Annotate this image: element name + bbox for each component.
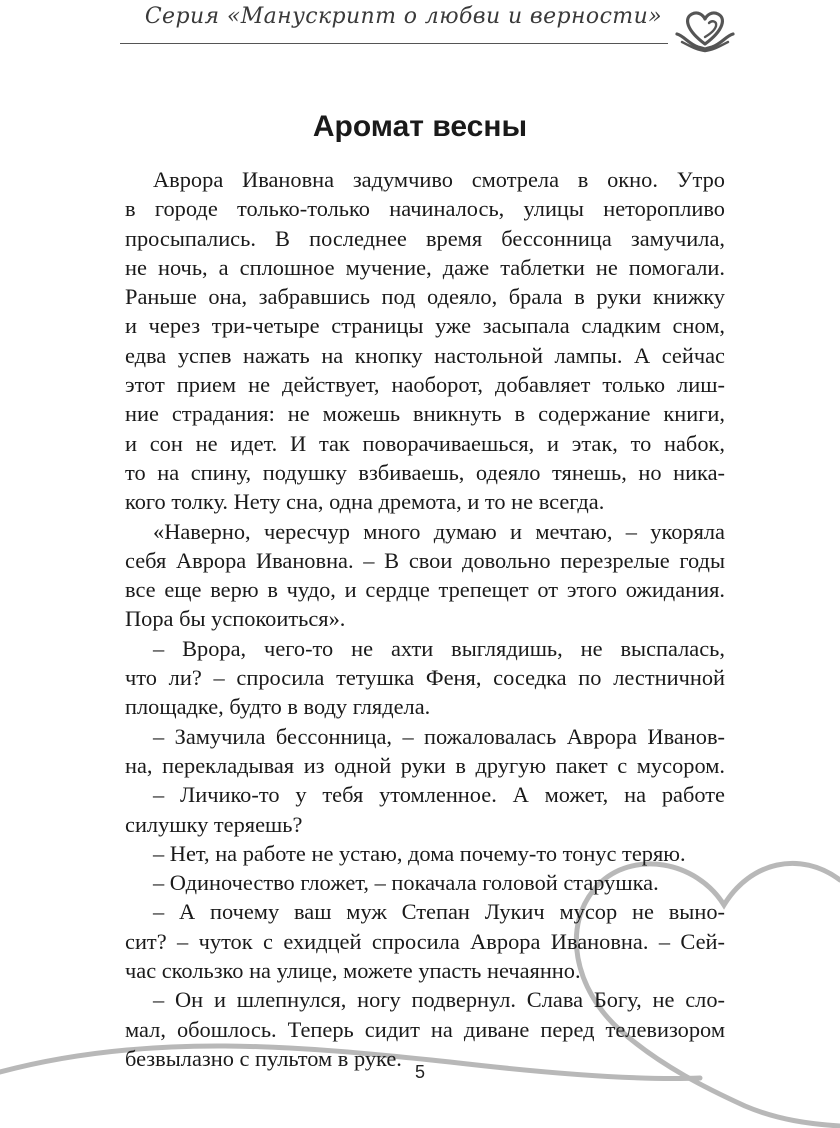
text-line: в городе только-только начиналось, улицы неторопливо xyxy=(125,196,725,222)
text-line: себя Аврора Ивановна. – В свои довольно перезрелые годы xyxy=(125,547,725,573)
text-line: Аврора Ивановна задумчиво смотрела в окно. Утро xyxy=(153,167,725,192)
text-line: – Врора, чего-то не ахти выглядишь, не выспалась, xyxy=(153,635,725,661)
text-line: едва успев нажать на кнопку настольной лампы. А сейчас xyxy=(125,342,725,368)
text-line: Пора бы успокоиться». xyxy=(125,606,346,632)
text-line: просыпались. В последнее время бессонница замучила, xyxy=(125,225,725,251)
text-line: – А почему ваш муж Степан Лукич мусор не выно- xyxy=(153,899,725,925)
text-line: сит? – чуток с ехидцей спросила Аврора Ивановна. – Сей- xyxy=(125,928,725,954)
text-line: и через три-четыре страницы уже засыпала сладким сном, xyxy=(125,313,725,339)
text-line: мал, обошлось. Теперь сидит на диване перед телевизором xyxy=(125,1016,725,1042)
series-title: Серия «Манускрипт о любви и верности» xyxy=(144,4,662,29)
text-line: этот прием не действует, наоборот, добавляет только лиш- xyxy=(125,372,725,398)
text-line: что ли? – спросила тетушка Феня, соседка по лестничной xyxy=(125,665,725,691)
text-line: – Одиночество гложет, – покачала головой старушка. xyxy=(153,870,659,896)
text-line: безвылазно с пультом в руке. xyxy=(125,1045,402,1071)
text-line: «Наверно, чересчур много думаю и мечтаю, – укоряла xyxy=(153,518,725,544)
body-text xyxy=(125,165,725,1073)
text-line: – Замучила бессонница, – пожаловалась Аврора Иванов- xyxy=(153,723,725,749)
text-line: – Нет, на работе не устаю, дома почему-то тонус теряю. xyxy=(153,840,686,866)
text-line: – Он и шлепнулся, ногу подвернул. Слава Богу, не сло- xyxy=(153,987,725,1013)
heart-hands-logo-icon xyxy=(674,6,736,54)
text-line: то на спину, подушку взбиваешь, одеяло тянешь, но ника- xyxy=(125,459,725,485)
text-line: – Личико-то у тебя утомленное. А может, на работе xyxy=(153,782,725,808)
text-line: ние страдания: не можешь вникнуть в содержание книги, xyxy=(125,401,725,427)
text-line: площадке, будто в воду глядела. xyxy=(125,694,431,720)
chapter-title: Аромат весны xyxy=(312,110,528,143)
text-line: все еще верю в чудо, и сердце трепещет от этого ожидания. xyxy=(125,577,725,603)
page-number: 5 xyxy=(414,1062,425,1082)
text-line: час скользко на улице, можете упасть нечаянно. xyxy=(125,958,581,984)
text-line: кого толку. Нету сна, одна дремота, и то не всегда. xyxy=(125,489,605,515)
text-line: на, перекладывая из одной руки в другую пакет с мусором. xyxy=(125,752,725,778)
header-divider xyxy=(120,43,668,44)
text-line: не ночь, а сплошное мучение, даже таблетки не помогали. xyxy=(125,254,725,280)
text-line: Раньше она, забравшись под одеяло, брала в руки книжку xyxy=(125,284,725,310)
text-line: и сон не идет. И так поворачиваешься, и этак, то набок, xyxy=(125,430,725,456)
text-line: силушку теряешь? xyxy=(125,811,303,837)
